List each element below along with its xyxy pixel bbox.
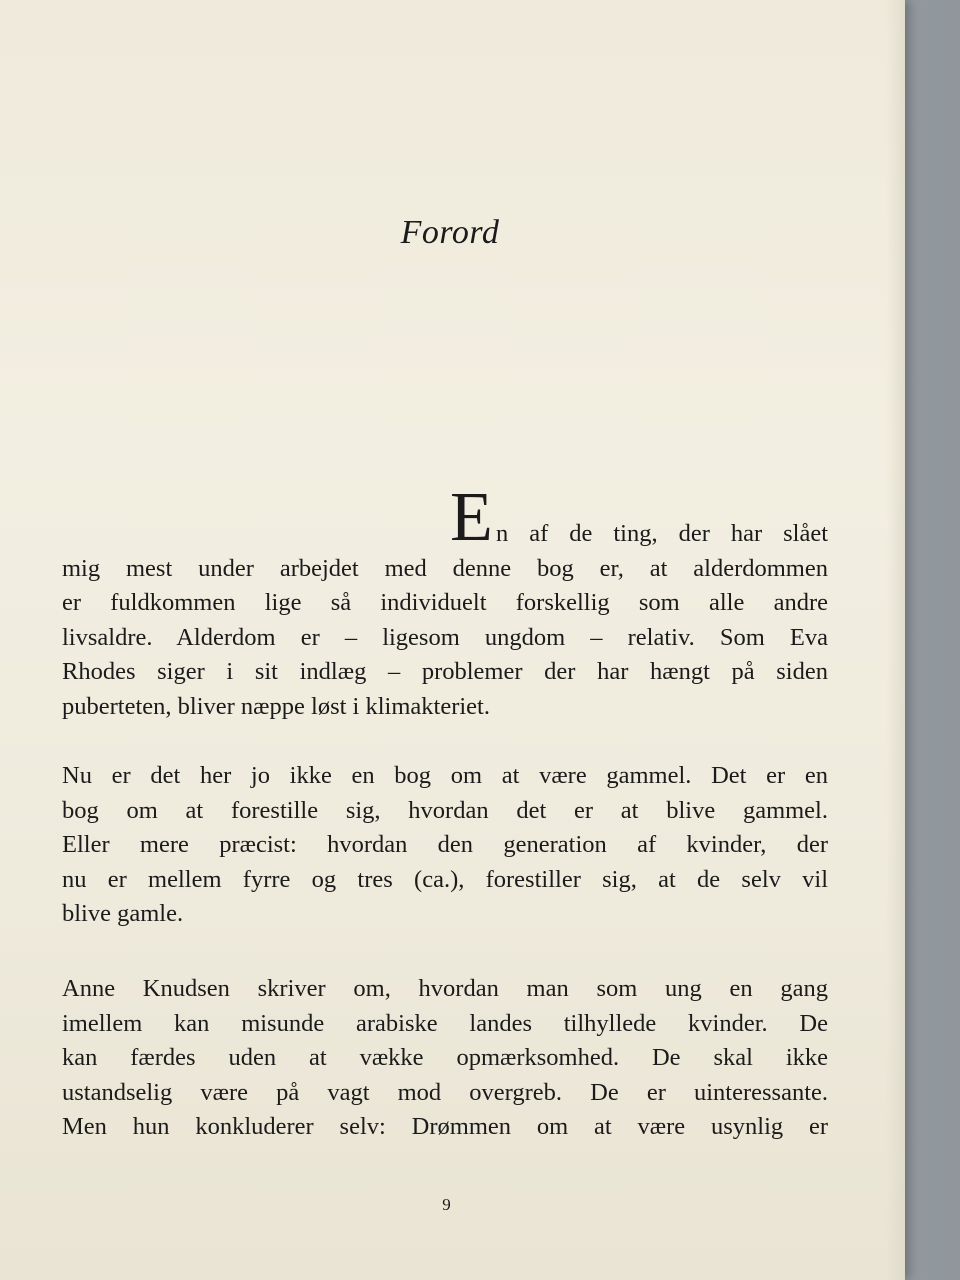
- paragraph-line: imellem kan misunde arabiske landes tilhyllede kvinder. De: [62, 1009, 828, 1037]
- page-edge: [886, 0, 905, 1280]
- drop-cap: E: [450, 479, 493, 556]
- paragraph-line: blive gamle.: [62, 900, 184, 927]
- paragraph-line: nu er mellem fyrre og tres (ca.), forestiller sig, at de selv vil: [62, 865, 828, 893]
- paragraph-line: kan færdes uden at vække opmærksomhed. De skal ikke: [62, 1044, 828, 1071]
- paragraph-line: mig mest under arbejdet med denne bog er, at alderdommen: [62, 554, 828, 582]
- paragraph-line: Men hun konkluderer selv: Drømmen om at være usynlig er: [62, 1113, 828, 1140]
- paragraph-line: puberteten, bliver næppe løst i klimakteriet.: [62, 692, 490, 720]
- paragraph-line: Rhodes siger i sit indlæg – problemer der har hængt på siden: [62, 658, 828, 685]
- paragraph-line: livsaldre. Alderdom er – ligesom ungdom – relativ. Som Eva: [62, 623, 828, 651]
- paragraph-line: Eller mere præcist: hvordan den generation af kvinder, der: [62, 831, 828, 858]
- paragraph-line-text: n af de ting, der har slået: [496, 520, 828, 547]
- paragraph-line: bog om at forestille sig, hvordan det er at blive gammel.: [62, 796, 828, 824]
- paragraph-line: Nu er det her jo ikke en bog om at være gammel. Det er en: [62, 762, 828, 789]
- paragraph-line: er fuldkommen lige så individuelt forskellig som alle andre: [62, 589, 828, 616]
- paragraph-line: ustandselig være på vagt mod overgreb. De er uinteressante.: [62, 1078, 828, 1106]
- paragraph-1: [62, 479, 828, 724]
- paragraph-2: [62, 759, 828, 932]
- paragraph-line: Anne Knudsen skriver om, hvordan man som ung en gang: [62, 975, 828, 1002]
- chapter-title: Forord: [400, 214, 500, 251]
- paragraph-3: [62, 972, 828, 1145]
- page-number: 9: [442, 1195, 451, 1214]
- paragraph-line: [62, 479, 828, 556]
